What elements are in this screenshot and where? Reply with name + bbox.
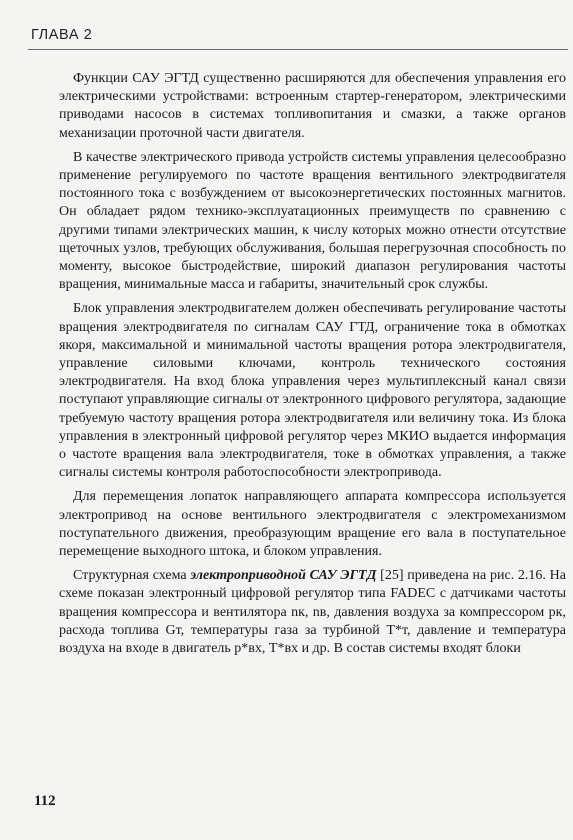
paragraph-5 [59,567,566,658]
running-head: ГЛАВА 2 [31,27,93,43]
paragraph-4: Для перемещения лопаток направляющего аппарата компрессора используется электропривод на основе вентильного электродвигателя с электромеханизмом поступательного движения, преобразующим вращение его вала в поступательное перемещение выходного штока, и блоком управления. [59,489,566,560]
paragraph-5-emphasis: электроприводной САУ ЭГТД [190,568,377,584]
header-rule [28,49,568,50]
paragraph-1: Функции САУ ЭГТД существенно расширяются для обеспечения управления его электрическими устройствами: встроенным стартер-генератором, электрическими приводами насосов в системах топливопитания и смазки, а также органов механизации проточной части двигателя. [59,71,566,141]
page-number: 112 [34,793,56,809]
paragraph-5-lead: Структурная схема [73,568,191,584]
body-text [59,70,566,664]
paragraph-5-rest: [25] приведена на рис. 2.16. На схеме показан электронный цифровой регулятор типа FADEC с датчиками частоты вращения компрессора и вентилятора nк, nв, давления воздуха за компрессором pк, расхода топлива Gт, температуры газа за турбиной T*т, давление и температура воздуха на входе в двигатель p*вх, T*вх и др. В состав системы входят блоки [59,568,566,657]
paragraph-3: Блок управления электродвигателем должен обеспечивать регулирование частоты вращения электродвигателя по сигналам САУ ГТД, ограничение тока в обмотках якоря, максимальной и минимальной частоты вращения ротора электродвигателя, управление силовыми ключами, контроль технического состояния электродвигателя. На вход блока управления через мультиплексный канал связи поступают управляющие сигналы от электронного цифрового регулятора, задающие требуемую частоту вращения ротора электродвигателя или величину тока. Из блока управления в электронный цифровой регулятор через МКИО выдается информация о частоте вращения вала электродвигателя, токе в обмотках управления, а также сигналы системы контроля работоспособности электропривода. [59,301,566,481]
paragraph-2: В качестве электрического привода устройств системы управления целесообразно применение регулируемого по частоте вращения вентильного электродвигателя постоянного тока с возбуждением от высокоэнергетических постоянных магнитов. Он обладает рядом технико-эксплуатационных преимуществ по сравнению с другими типами электрических машин, к числу которых можно отнести отсутствие щеточных узлов, требующих обслуживания, большая перегрузочная способность по моменту, высокое быстродействие, широкий диапазон регулирования частоты вращения, минимальные масса и габариты, значительный срок службы. [59,149,566,293]
